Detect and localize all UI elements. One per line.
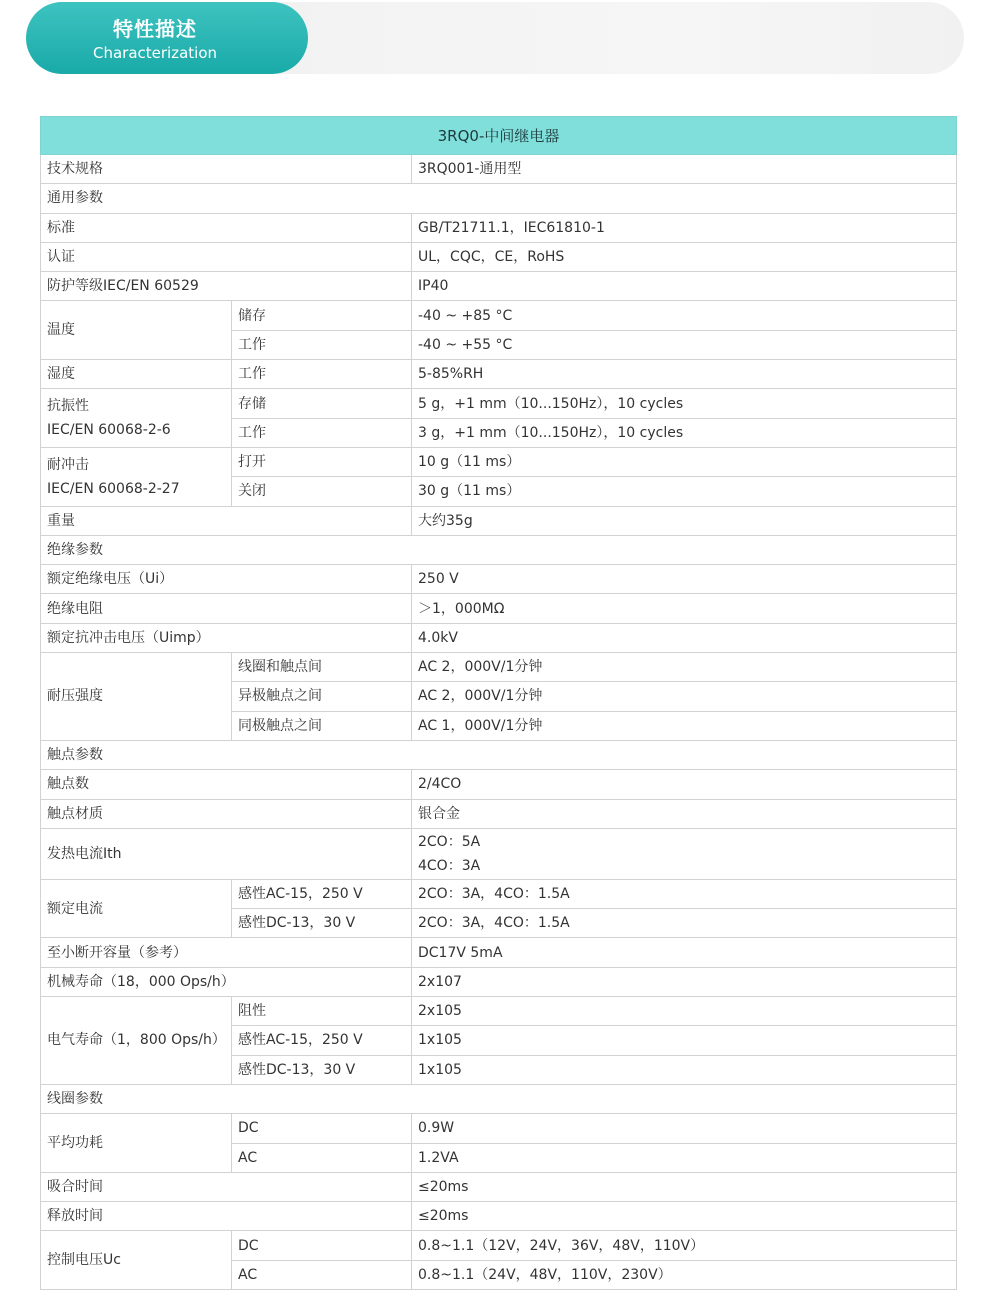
row-sublabel: 工作 (232, 418, 412, 447)
row-value: 2x107 (412, 967, 957, 996)
row-label (41, 389, 232, 448)
row-value: UL，CQC，CE，RoHS (412, 242, 957, 271)
row-label: 耐压强度 (41, 653, 232, 741)
row-sublabel: 工作 (232, 330, 412, 359)
row-value: 1x105 (412, 1055, 957, 1084)
row-label: 触点材质 (41, 799, 412, 828)
table-row (41, 506, 957, 535)
row-value: 2/4CO (412, 770, 957, 799)
table-row (41, 360, 957, 389)
row-label: 电气寿命（1，800 Ops/h） (41, 997, 232, 1085)
row-sublabel: 同极触点之间 (232, 711, 412, 740)
row-sublabel: 阻性 (232, 997, 412, 1026)
row-sublabel: 感性DC-13，30 V (232, 1055, 412, 1084)
row-value: -40 ~ +85 °C (412, 301, 957, 330)
row-sublabel: 感性AC-15，250 V (232, 879, 412, 908)
row-sublabel: 异极触点之间 (232, 682, 412, 711)
row-label: 防护等级IEC/EN 60529 (41, 272, 412, 301)
row-label: 平均功耗 (41, 1114, 232, 1173)
row-value: ≤20ms (412, 1172, 957, 1201)
row-value: IP40 (412, 272, 957, 301)
row-label-line: IEC/EN 60068-2-6 (47, 422, 171, 439)
row-sublabel: 打开 (232, 447, 412, 476)
row-value: 30 g（11 ms） (412, 477, 957, 506)
table-row (41, 938, 957, 967)
row-label: 认证 (41, 242, 412, 271)
table-row (41, 967, 957, 996)
row-label: 释放时间 (41, 1202, 412, 1231)
row-value: 2x105 (412, 997, 957, 1026)
section-title-zh: 特性描述 (113, 17, 197, 41)
table-row (41, 301, 957, 330)
row-value: DC17V 5mA (412, 938, 957, 967)
row-value: 3 g，+1 mm（10...150Hz），10 cycles (412, 418, 957, 447)
row-value: AC 2，000V/1分钟 (412, 653, 957, 682)
row-label: 重量 (41, 506, 412, 535)
row-label: 绝缘电阻 (41, 594, 412, 623)
row-value: 250 V (412, 565, 957, 594)
section-label: 通用参数 (41, 184, 957, 213)
table-row (41, 828, 957, 879)
row-value: 3RQ001-通用型 (412, 155, 957, 184)
row-value: 5 g，+1 mm（10...150Hz），10 cycles (412, 389, 957, 418)
table-row (41, 213, 957, 242)
row-value: AC 2，000V/1分钟 (412, 682, 957, 711)
row-label: 触点数 (41, 770, 412, 799)
row-label: 温度 (41, 301, 232, 360)
row-sublabel: 线圈和触点间 (232, 653, 412, 682)
section-row (41, 535, 957, 564)
row-sublabel: 储存 (232, 301, 412, 330)
table-row (41, 997, 957, 1026)
table-row (41, 594, 957, 623)
row-label: 标准 (41, 213, 412, 242)
row-value: 0.9W (412, 1114, 957, 1143)
row-value: AC 1，000V/1分钟 (412, 711, 957, 740)
row-label: 额定抗冲击电压（Uimp） (41, 623, 412, 652)
table-row (41, 1172, 957, 1201)
row-label-line: 耐冲击 (47, 456, 89, 473)
row-sublabel: AC (232, 1260, 412, 1289)
table-row (41, 565, 957, 594)
row-label: 技术规格 (41, 155, 412, 184)
row-value: 1.2VA (412, 1143, 957, 1172)
section-title-pill (26, 2, 308, 74)
row-label: 湿度 (41, 360, 232, 389)
row-value: 1x105 (412, 1026, 957, 1055)
row-label: 发热电流Ith (41, 828, 412, 879)
row-sublabel: 存储 (232, 389, 412, 418)
table-row (41, 272, 957, 301)
table-row (41, 389, 957, 418)
section-title-en: Characterization (92, 44, 218, 62)
row-sublabel: 感性DC-13，30 V (232, 909, 412, 938)
row-value: -40 ~ +55 °C (412, 330, 957, 359)
table-row (41, 1202, 957, 1231)
row-value-line: 4CO：3A (418, 857, 481, 874)
row-sublabel: DC (232, 1114, 412, 1143)
table-row (41, 879, 957, 908)
table-title: 3RQ0-中间继电器 (41, 117, 957, 155)
row-value: ≤20ms (412, 1202, 957, 1231)
row-value (412, 828, 957, 879)
row-label: 机械寿命（18，000 Ops/h） (41, 967, 412, 996)
table-row (41, 623, 957, 652)
row-value: 银合金 (412, 799, 957, 828)
row-value: 0.8~1.1（12V，24V，36V，48V，110V） (412, 1231, 957, 1260)
row-value: 0.8~1.1（24V，48V，110V，230V） (412, 1260, 957, 1289)
row-value: 大约35g (412, 506, 957, 535)
row-value: 4.0kV (412, 623, 957, 652)
table-row (41, 155, 957, 184)
table-row (41, 242, 957, 271)
row-value-line: 2CO：5A (418, 833, 481, 850)
row-label: 至小断开容量（参考） (41, 938, 412, 967)
row-value: ＞1，000MΩ (412, 594, 957, 623)
table-row (41, 1231, 957, 1260)
table-row (41, 799, 957, 828)
table-row (41, 770, 957, 799)
section-row (41, 184, 957, 213)
row-label: 吸合时间 (41, 1172, 412, 1201)
row-value: 10 g（11 ms） (412, 447, 957, 476)
row-value: 5-85%RH (412, 360, 957, 389)
row-value: 2CO：3A，4CO：1.5A (412, 909, 957, 938)
section-label: 线圈参数 (41, 1084, 957, 1113)
row-label: 额定电流 (41, 879, 232, 938)
row-sublabel: 工作 (232, 360, 412, 389)
row-sublabel: AC (232, 1143, 412, 1172)
row-label: 额定绝缘电压（Ui） (41, 565, 412, 594)
row-sublabel: DC (232, 1231, 412, 1260)
section-row (41, 740, 957, 769)
table-row (41, 1114, 957, 1143)
row-label (41, 447, 232, 506)
row-label-line: 抗振性 (47, 398, 89, 415)
section-row (41, 1084, 957, 1113)
row-label-line: IEC/EN 60068-2-27 (47, 480, 180, 497)
table-row (41, 447, 957, 476)
section-label: 触点参数 (41, 740, 957, 769)
table-row (41, 653, 957, 682)
row-label: 控制电压Uc (41, 1231, 232, 1290)
row-value: 2CO：3A，4CO：1.5A (412, 879, 957, 908)
row-sublabel: 关闭 (232, 477, 412, 506)
row-sublabel: 感性AC-15，250 V (232, 1026, 412, 1055)
table-title-row (41, 117, 957, 155)
section-label: 绝缘参数 (41, 535, 957, 564)
row-value: GB/T21711.1，IEC61810-1 (412, 213, 957, 242)
spec-table (40, 116, 957, 1290)
